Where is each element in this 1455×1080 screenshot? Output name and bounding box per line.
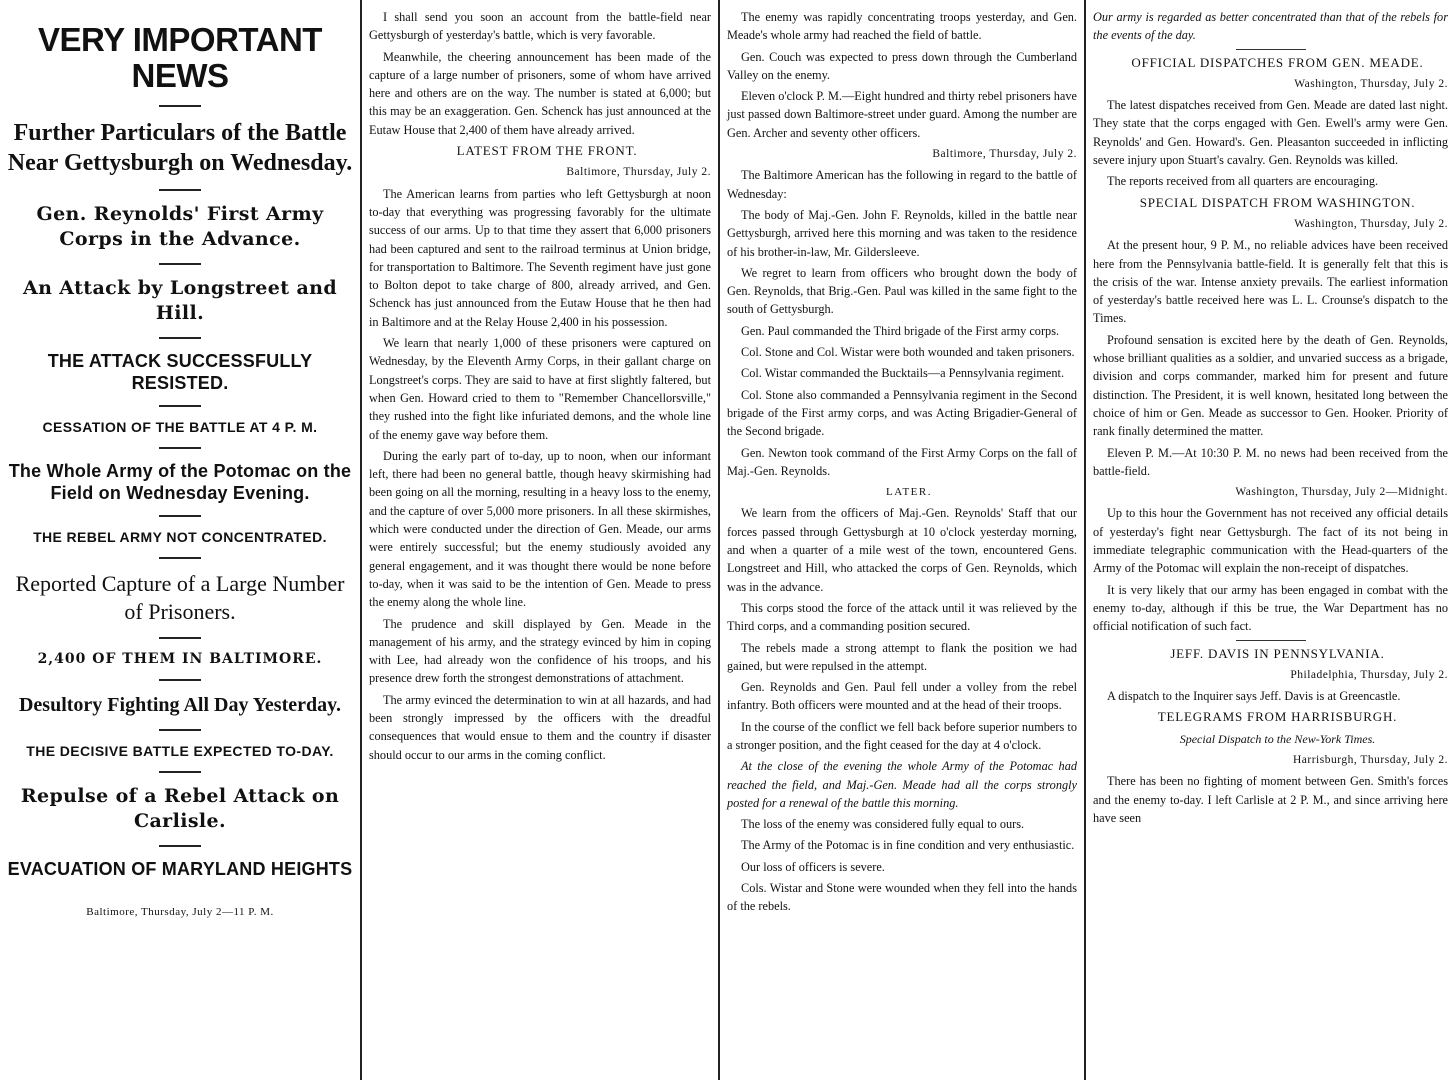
deck-headline: THE DECISIVE BATTLE EXPECTED TO-DAY. [26,743,334,759]
divider [159,729,201,731]
main-headline: VERY IMPORTANT NEWS [38,21,322,94]
divider [1236,640,1306,641]
paragraph: Col. Stone and Col. Wistar were both wounded and taken prisoners. [741,345,1075,360]
deck-headline: EVACUATION OF MARYLAND HEIGHTS [7,859,353,879]
dateline: Washington, Thursday, July 2. [1294,217,1448,230]
deck-headline: CESSATION OF THE BATTLE AT 4 P. M. [42,419,318,435]
paragraph: We learn from the officers of Maj.-Gen. Reynolds' Staff that our forces passed through Gettysburgh at 10 o'clock yesterday morning, and when a quarter of a mile west of the town, encountered Gens. Longstreet and Hill, who attacked the corps of Gen. Reynolds, which was in the advance. [727,506,1077,594]
paragraph: The loss of the enemy was considered fully equal to ours. [741,817,1025,832]
section-heading: LATEST FROM THE FRONT. [456,143,638,159]
paragraph: Gen. Paul commanded the Third brigade of the First army corps. [741,323,1060,338]
dateline: Baltimore, Thursday, July 2. [566,166,711,179]
deck-headline: THE ATTACK SUCCESSFULLY RESISTED. [47,351,313,393]
divider [159,771,201,773]
divider [159,845,201,847]
paragraph: Gen. Reynolds and Gen. Paul fell under a volley from the rebel infantry. Both officers were mounted and at the head of their troops. [727,680,1077,713]
headline-column [0,0,360,1080]
divider [159,679,201,681]
dateline: Washington, Thursday, July 2—Midnight. [1235,486,1448,499]
divider [159,263,201,265]
paragraph: Gen. Couch was expected to press down through the Cumberland Valley on the enemy. [727,49,1077,82]
dateline: Harrisburgh, Thursday, July 2. [1292,753,1448,766]
paragraph: During the early part of to-day, up to noon, when our informant left, there had been no general battle, though heavy skirmishing had been going on all the morning, resulting in a heavy loss to the enemy, and the capture of over 5,000 more prisoners. In all these skirmishes, which were conducted under the direction of Gen. Meade, our arms were entirely successful; but the enemy studiously avoided any general engagement, and it was thought there would be none before to-day, when it was said to be the intention of Gen. Meade to press the enemy along the whole line. [369,448,711,610]
deck-headline: Further Particulars of the Battle Near Gettysburgh on Wednesday. [7,120,353,176]
paragraph: The latest dispatches received from Gen. Meade are dated last night. They state that the corps engaged with Gen. Ewell's army were Gen. Reynolds' and Gen. Howard's. Gen. Pleasanton succeeded in inflicting severe injury upon Stuart's cavalry. Gen. Reynolds was killed. [1093,98,1448,168]
section-heading: OFFICIAL DISPATCHES FROM GEN. MEADE. [1131,54,1424,70]
paragraph: The Baltimore American has the following in regard to the battle of Wednesday: [727,168,1077,201]
paragraph: Meanwhile, the cheering announcement has been made of the capture of a large number of prisoners, some of whom have arrived here and others are on the way. The number is stated at 6,000; but this may be an exaggeration. Gen. Schenck has just announced at the Eutaw House that 2,400 of them have already arrived. [369,49,711,137]
paragraph: The reports received from all quarters are encouraging. [1107,174,1379,189]
dateline: Baltimore, Thursday, July 2—11 P. M. [86,906,274,918]
paragraph: Our loss of officers is severe. [741,859,885,874]
dateline: Washington, Thursday, July 2. [1294,77,1448,90]
paragraph: The army evinced the determination to win at all hazards, and had been strongly impressed by the officers with the dreadful consequences that would ensue to them and the country if disaster should occur to our arms in the coming conflict. [369,692,711,762]
paragraph: Gen. Newton took command of the First Army Corps on the fall of Maj.-Gen. Reynolds. [727,445,1077,478]
paragraph: This corps stood the force of the attack until it was relieved by the Third corps, and a commanding position secured. [727,600,1077,634]
article-column-3 [720,0,1084,1080]
dateline: Baltimore, Thursday, July 2. [932,148,1077,161]
article-column-2 [362,0,718,1080]
deck-headline: Reported Capture of a Large Number of Prisoners. [15,571,345,624]
paragraph: In the course of the conflict we fell back before superior numbers to a stronger position, and the fight ceased for the day at 4 o'clock. [727,719,1077,752]
article-column-4 [1086,0,1455,1080]
deck-headline: The Whole Army of the Potomac on the Field on Wednesday Evening. [8,461,352,503]
paragraph: At the present hour, 9 P. M., no reliable advices have been received here from the Pennsylvania battle-field. It is generally felt that this is the crisis of the war. Intense anxiety prevails. The earliest information of yesterday's battle received here was L. L. Crounse's dispatch to the Times. [1093,238,1448,326]
deck-headline: Gen. Reynolds' First Army Corps in the Advance. [36,203,324,250]
paragraph: I shall send you soon an account from the battle-field near Gettysburgh of yesterday's battle, which is very favorable. [369,10,711,43]
paragraph: A dispatch to the Inquirer says Jeff. Davis is at Greencastle. [1107,689,1401,704]
paragraph: Profound sensation is excited here by the death of Gen. Reynolds, whose brilliant qualities as a soldier, and unvaried success as a brigade, division and corps commander, marked him for present and future distinction. The President, it is well known, hesitated long between the choice of him or Gen. Meade as successor to Gen. Hooker. Priority of rank finally determined the matter. [1093,332,1448,439]
divider [159,405,201,407]
paragraph: We regret to learn from officers who brought down the body of Gen. Reynolds, that Brig.-Gen. Paul was killed in the same fight to the south of Gettysburgh. [727,265,1077,317]
divider [159,337,201,339]
paragraph: There has been no fighting of moment between Gen. Smith's forces and the enemy to-day. I left Carlisle at 2 P. M., and since arriving here have seen [1093,774,1448,825]
paragraph: Our army is regarded as better concentrated than that of the rebels for the events of the day. [1093,10,1448,43]
paragraph: It is very likely that our army has been engaged in combat with the enemy to-day, although if this be true, the War Department has no official notification of such fact. [1093,582,1448,634]
subheading: Special Dispatch to the New-York Times. [1179,731,1376,746]
paragraph: The rebels made a strong attempt to flank the position we had gained, but were repulsed in the attempt. [727,640,1077,673]
paragraph: The body of Maj.-Gen. John F. Reynolds, killed in the battle near Gettysburgh, arrived here this morning and was taken to the residence of his brother-in-law, Mr. Gildersleeve. [727,207,1077,259]
deck-headline: THE REBEL ARMY NOT CONCENTRATED. [33,529,327,545]
divider [1236,49,1306,50]
section-heading: SPECIAL DISPATCH FROM WASHINGTON. [1139,194,1416,210]
divider [159,447,201,449]
section-heading: TELEGRAMS FROM HARRISBURGH. [1157,709,1398,725]
section-heading: LATER. [886,486,932,499]
deck-headline: Desultory Fighting All Day Yesterday. [18,694,342,716]
deck-headline: An Attack by Longstreet and Hill. [22,277,338,324]
paragraph: The prudence and skill displayed by Gen. Meade in the management of his army, and the strategy evinced by him in coping with Lee, had already won the confidence of his troops, and his presence drew forth the strongest demonstrations of attachment. [369,616,711,686]
paragraph: Eleven P. M.—At 10:30 P. M. no news had been received from the battle-field. [1093,445,1448,478]
paragraph: At the close of the evening the whole Army of the Potomac had reached the field, and Maj.-Gen. Meade had all the corps strongly posted for a renewal of the battle this morning. [727,759,1077,810]
paragraph: The Army of the Potomac is in fine condition and very enthusiastic. [741,838,1075,853]
paragraph: Eleven o'clock P. M.—Eight hundred and thirty rebel prisoners have just passed down Baltimore-street under guard. Among the number are Gen. Archer and seventy other officers. [727,89,1077,140]
deck-headline: Repulse of a Rebel Attack on Carlisle. [20,785,340,832]
paragraph: The American learns from parties who left Gettysburgh at noon to-day that everything was progressing favorably for the ultimate success of our arms. Up to that time they assert that 6,000 prisoners had been captured and sent to the railroad terminus at Union bridge, for transportation to Baltimore. The Seventh regiment have just gone to Bolton depot to take charge of 800, already arrived, and Gen. Schenck has just announced from the Eutaw House that he then had in Baltimore and at the Relay House 2,400 in his possession. [369,186,711,329]
divider [159,105,201,107]
divider [159,557,201,559]
paragraph: Col. Stone also commanded a Pennsylvania regiment in the Second brigade of the First army corps, and was Acting Brigadier-General of the Second brigade. [727,387,1077,439]
section-heading: JEFF. DAVIS IN PENNSYLVANIA. [1170,645,1385,661]
deck-headline: 2,400 OF THEM IN BALTIMORE. [37,651,323,667]
paragraph: We learn that nearly 1,000 of these prisoners were captured on Wednesday, by the Eleventh Army Corps, in their gallant charge on Longstreet's corps. They are said to have at first slightly faltered, but when Gen. Howard cried to them to "Remember Chancellorsville," they rushed into the fight like infuriated demons, and the whole line of the enemy gave way before them. [369,336,711,442]
paragraph: Up to this hour the Government has not received any official details of yesterday's fight near Gettysburgh. The fact of its not being in immediate telegraphic communication with the Head-quarters of the Army of the Potomac will explain the non-receipt of dispatches. [1093,506,1448,576]
divider [159,637,201,639]
divider [159,515,201,517]
paragraph: Col. Wistar commanded the Bucktails—a Pennsylvania regiment. [741,366,1065,381]
paragraph: The enemy was rapidly concentrating troops yesterday, and Gen. Meade's whole army had reached the field of battle. [727,10,1077,43]
paragraph: Cols. Wistar and Stone were wounded when they fell into the hands of the rebels. [727,881,1077,914]
dateline: Philadelphia, Thursday, July 2. [1290,668,1448,681]
divider [159,189,201,191]
